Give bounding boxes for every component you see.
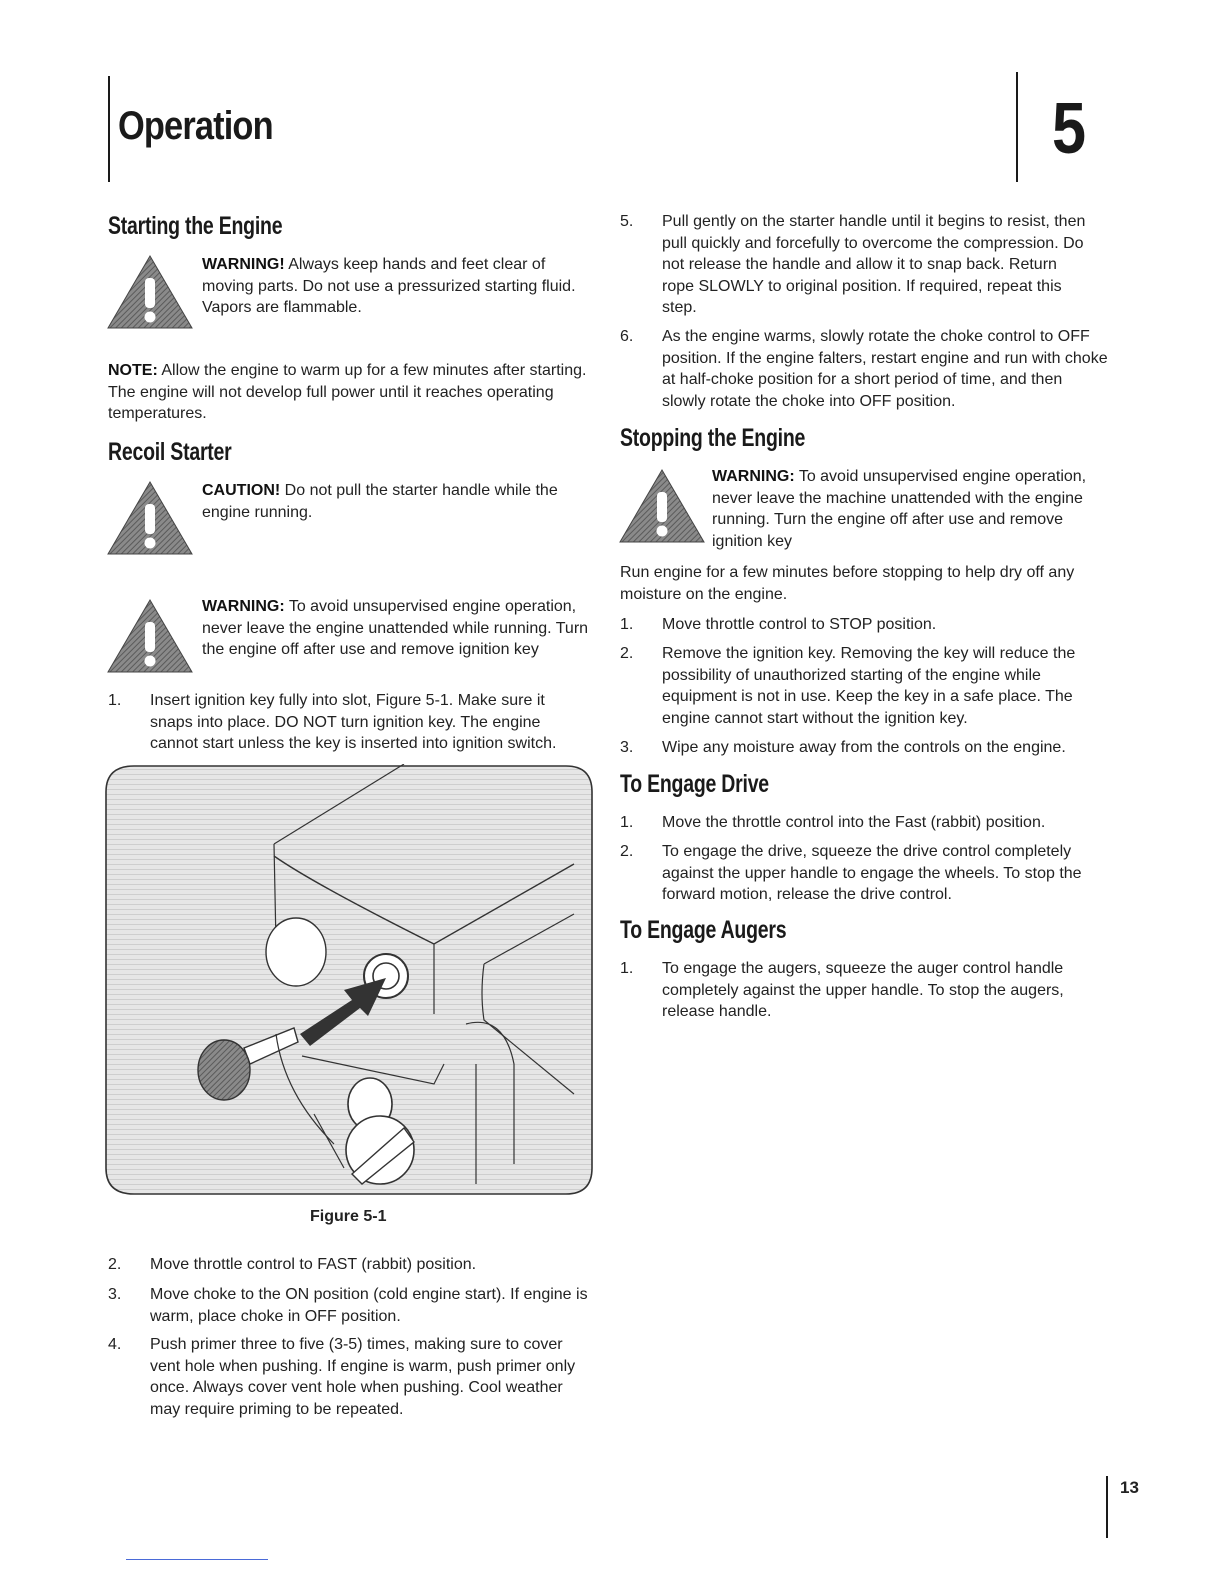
chapter-number: 5 bbox=[1052, 89, 1087, 169]
figure-caption: Figure 5-1 bbox=[310, 1208, 387, 1225]
note-label: NOTE: bbox=[108, 362, 158, 379]
list-item-text: Push primer three to five (3-5) times, making sure to cover vent hole when pushing. If engine is warm, push primer only once. Always cover vent hole when pushing. Cool weather may require priming to be repeated. bbox=[150, 1336, 576, 1418]
page-number-rule bbox=[1106, 1476, 1108, 1538]
list-item-text: To engage the augers, squeeze the auger control handle completely against the upper handle. To stop the augers, release handle. bbox=[662, 960, 1064, 1020]
caution-starter-handle bbox=[202, 480, 594, 523]
note-text: Allow the engine to warm up for a few minutes after starting. The engine will not develop full power until it reaches operating temperatures. bbox=[108, 362, 587, 422]
chapter-title: Operation bbox=[118, 104, 273, 148]
caution-label: CAUTION! bbox=[202, 482, 281, 499]
warning-unattended-machine bbox=[712, 466, 1102, 552]
list-item bbox=[108, 690, 592, 756]
list-item bbox=[620, 326, 1110, 414]
list-item-number: 3. bbox=[620, 739, 634, 756]
warning-icon bbox=[106, 252, 194, 330]
list-item-text: Move the throttle control into the Fast (rabbit) position. bbox=[662, 814, 1046, 831]
warning-starting-fluid bbox=[202, 254, 582, 319]
list-item-number: 2. bbox=[108, 1256, 122, 1273]
chapter-number-rule bbox=[1016, 72, 1018, 182]
warning-label: WARNING: bbox=[712, 468, 795, 485]
warning-label: WARNING! bbox=[202, 256, 285, 273]
list-item-number: 1. bbox=[620, 616, 634, 633]
warning-text: To avoid unsupervised engine operation, never leave the engine unattended while running. Turn the engine off after use and remove ignition key bbox=[202, 598, 589, 658]
list-item-number: 4. bbox=[108, 1336, 122, 1353]
list-item-number: 1. bbox=[620, 814, 634, 831]
list-item-text: Move throttle control to FAST (rabbit) position. bbox=[150, 1256, 477, 1273]
list-item-text: Pull gently on the starter handle until it begins to resist, then pull quickly and forcefully to overcome the compression. Do not release the handle and allow it to snap back. Return rope SLOWLY to original position. If required, repeat this step. bbox=[662, 213, 1086, 316]
list-item-text: Remove the ignition key. Removing the key will reduce the possibility of unauthorized starting of the engine while equipment is not in use. Keep the key in a safe place. The engine cannot start without the ignition key. bbox=[662, 645, 1076, 727]
heading-starting-engine: Starting the Engine bbox=[108, 212, 283, 240]
list-item-number: 5. bbox=[620, 213, 634, 230]
page-number: 13 bbox=[1120, 1478, 1139, 1497]
figure-ignition-key-illustration bbox=[104, 764, 594, 1196]
list-item-text: Move throttle control to STOP position. bbox=[662, 616, 937, 633]
list-item bbox=[620, 211, 1110, 321]
caution-icon bbox=[106, 478, 194, 556]
list-item-text: Insert ignition key fully into slot, Figure 5-1. Make sure it snaps into place. DO NOT turn ignition key. The engine cannot start unless the key is inserted into ignition switch. bbox=[150, 692, 557, 752]
list-item bbox=[620, 841, 1110, 907]
warning-icon bbox=[618, 466, 706, 544]
warning-text: To avoid unsupervised engine operation, never leave the machine unattended with the engine running. Turn the engine off after use and remove ignition key bbox=[712, 468, 1087, 550]
list-item bbox=[108, 1254, 592, 1276]
list-item-number: 1. bbox=[108, 692, 122, 709]
warning-text: Always keep hands and feet clear of moving parts. Do not use a pressurized starting fluid. Vapors are flammable. bbox=[202, 256, 576, 316]
list-item bbox=[620, 614, 1110, 636]
list-item-number: 2. bbox=[620, 843, 634, 860]
heading-engage-augers: To Engage Augers bbox=[620, 916, 787, 944]
warning-icon bbox=[106, 596, 194, 674]
list-item bbox=[620, 643, 1110, 731]
heading-engage-drive: To Engage Drive bbox=[620, 770, 769, 798]
list-item bbox=[108, 1284, 592, 1328]
list-item-number: 2. bbox=[620, 645, 634, 662]
list-item-text: Move choke to the ON position (cold engine start). If engine is warm, place choke in OFF position. bbox=[150, 1286, 588, 1325]
chapter-title-rule bbox=[108, 76, 110, 182]
list-item-number: 6. bbox=[620, 328, 634, 345]
heading-recoil-starter: Recoil Starter bbox=[108, 438, 232, 466]
list-item bbox=[620, 958, 1110, 1024]
warning-label: WARNING: bbox=[202, 598, 285, 615]
warning-unattended-engine bbox=[202, 596, 594, 661]
list-item-text: Wipe any moisture away from the controls on the engine. bbox=[662, 739, 1066, 756]
list-item-text: To engage the drive, squeeze the drive control completely against the upper handle to engage the wheels. To stop the forward motion, release the drive control. bbox=[662, 843, 1082, 903]
heading-stopping-engine: Stopping the Engine bbox=[620, 424, 806, 452]
note-warm-up bbox=[108, 360, 588, 425]
list-item bbox=[108, 1334, 592, 1422]
list-item-number: 3. bbox=[108, 1286, 122, 1303]
caution-text: Do not pull the starter handle while the engine running. bbox=[202, 482, 558, 521]
list-item-number: 1. bbox=[620, 960, 634, 977]
stopping-intro: Run engine for a few minutes before stopping to help dry off any moisture on the engine. bbox=[620, 564, 1075, 603]
footer-rule bbox=[126, 1559, 268, 1560]
list-item bbox=[620, 737, 1110, 759]
list-item bbox=[620, 812, 1110, 834]
list-item-text: As the engine warms, slowly rotate the choke control to OFF position. If the engine falters, restart engine and run with choke at half-choke position for a short period of time, and then slowly rotate the choke into OFF position. bbox=[662, 328, 1108, 410]
